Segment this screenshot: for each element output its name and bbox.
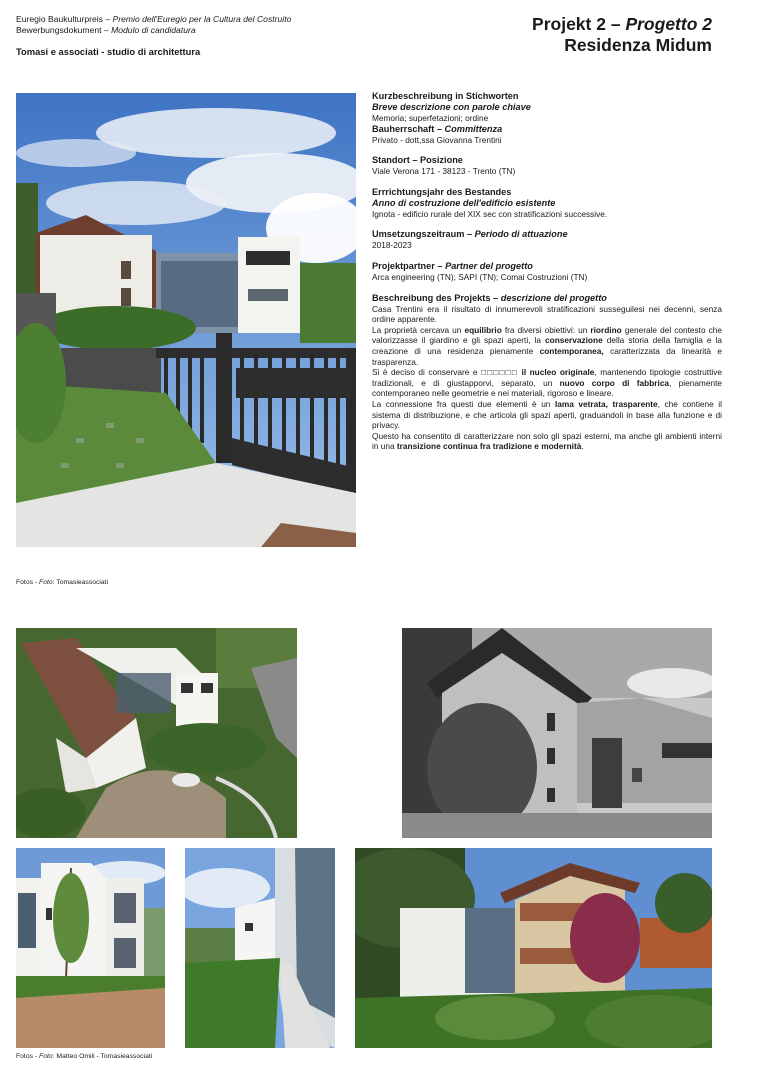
project-number-it: Progetto 2 <box>625 14 712 34</box>
photo-credit-top <box>16 579 108 586</box>
project-description-label-de: Beschreibung des Projekts <box>372 292 491 303</box>
location-label <box>372 155 722 166</box>
short-description-label-it: Breve descrizione con parole chiave <box>372 102 531 112</box>
location-label-it: Posizione <box>420 155 463 166</box>
dash: – <box>412 155 418 166</box>
project-description <box>372 293 722 452</box>
client-value: Privato - dott,ssa Giovanna Trentini <box>372 134 502 145</box>
credit-prefix: Fotos - <box>16 1053 40 1060</box>
project-number-de: Projekt 2 <box>532 14 606 34</box>
dash: – <box>105 14 111 24</box>
location-label-de: Standort <box>372 155 410 166</box>
project-partners-value: Arca engineering (TN); SAPI (TN); Comai Costruzioni (TN) <box>372 271 588 282</box>
dash: – <box>436 123 442 134</box>
facade-side-photo <box>185 848 335 1048</box>
short-description-value: Memoria; superfetazioni; ordine <box>372 113 489 123</box>
implementation-period-label <box>372 229 722 240</box>
new-building-photo <box>16 848 165 1048</box>
project-title <box>532 14 712 34</box>
firm-name: Tomasi e associati - studio di architettura <box>16 46 201 57</box>
description-paragraph: La proprietà cercava un equilibrio fra diversi obiettivi: un riordino generale del contesto che valorizzasse il giardino e gli spazi aperti, la conservazione della storia della famiglia e la creazione di una residenza pienamente contemporanea, caratterizzata da linearità e trasparenza. <box>372 324 722 367</box>
dash: – <box>437 260 443 271</box>
document-type-de: Bewerbungsdokument <box>16 25 102 35</box>
credit-value: : Tomasieassociati <box>52 579 109 586</box>
dash: – <box>610 14 621 34</box>
description-paragraph: La connessione fra questi due elementi è un lama vetrata, trasparente, che contiene il sistema di distribuzione, e che articola gli spazi aperti, graduandoli in base alla funzione e di privacy. <box>372 398 722 431</box>
dash: – <box>493 292 499 303</box>
description-paragraph: Questo ha consentito di caratterizzare non solo gli spazi esterni, ma anche gli ambienti interni in una transizione continua fra tradizione e modernità. <box>372 430 722 452</box>
credit-label-it: Foto <box>39 579 53 586</box>
dash: – <box>466 229 473 240</box>
short-description <box>372 91 722 145</box>
document-line <box>16 25 196 36</box>
document-type-it: Modulo di candidatura <box>111 25 196 35</box>
prize-name-de: Euregio Baukulturpreis <box>16 14 103 24</box>
client-label <box>372 124 722 135</box>
implementation-period-label-it: Periodo di attuazione <box>474 229 568 240</box>
aerial-photo <box>16 628 297 838</box>
photo-credit-bottom <box>16 1053 152 1060</box>
construction-year-label-it: Anno di costruzione dell'edificio esistente <box>372 197 556 208</box>
prize-name-it: Premio dell'Euregio per la Cultura del Costruito <box>112 14 292 24</box>
location-value: Viale Verona 171 - 38123 - Trento (TN) <box>372 166 516 177</box>
historic-house-bw-photo <box>402 628 712 838</box>
implementation-period-value: 2018-2023 <box>372 240 412 251</box>
client-label-it: Committenza <box>444 123 503 134</box>
location <box>372 155 722 177</box>
project-partners <box>372 261 722 283</box>
construction-year-label-de: Errrichtungsjahr des Bestandes <box>372 186 512 197</box>
description-paragraph: Si è deciso di conservare e □□□□□□ il nucleo originale, mantenendo tipologie costruttive tradizionali, e di giustapporvi, separato, un nuovo corpo di fabbrica, pienamente contemporaneo nelle geometrie e nei materiali, rigoroso e lineare. <box>372 367 723 399</box>
project-partners-label-de: Projektpartner <box>372 260 435 271</box>
construction-year <box>372 187 722 220</box>
implementation-period <box>372 229 722 251</box>
project-description-label-it: descrizione del progetto <box>500 292 607 303</box>
project-partners-label <box>372 261 722 272</box>
description-paragraph: Casa Trentini era il risultato di innumerevoli stratificazioni susseguilesi nei decenni, senza ordine apparente. <box>372 303 722 325</box>
prize-line <box>16 14 291 25</box>
construction-year-value: Ignota - edificio rurale del XIX sec con stratificazioni successive. <box>372 208 608 219</box>
project-name: Residenza Midum <box>564 35 712 55</box>
credit-value: : Matteo Omili - Tomasieassociati <box>52 1053 153 1060</box>
implementation-period-label-de: Umsetzungszeitraum <box>372 229 465 240</box>
project-partners-label-it: Partner del progetto <box>445 260 533 271</box>
client-label-de: Bauherrschaft <box>372 123 435 134</box>
project-info <box>372 91 722 452</box>
dash: – <box>103 25 109 35</box>
credit-label-it: Foto <box>39 1053 53 1060</box>
project-description-label <box>372 293 722 304</box>
main-photo-gate-garden <box>16 93 356 547</box>
garden-view-photo <box>355 848 712 1048</box>
short-description-label-de: Kurzbeschreibung in Stichworten <box>372 91 519 101</box>
credit-prefix: Fotos - <box>16 579 40 586</box>
